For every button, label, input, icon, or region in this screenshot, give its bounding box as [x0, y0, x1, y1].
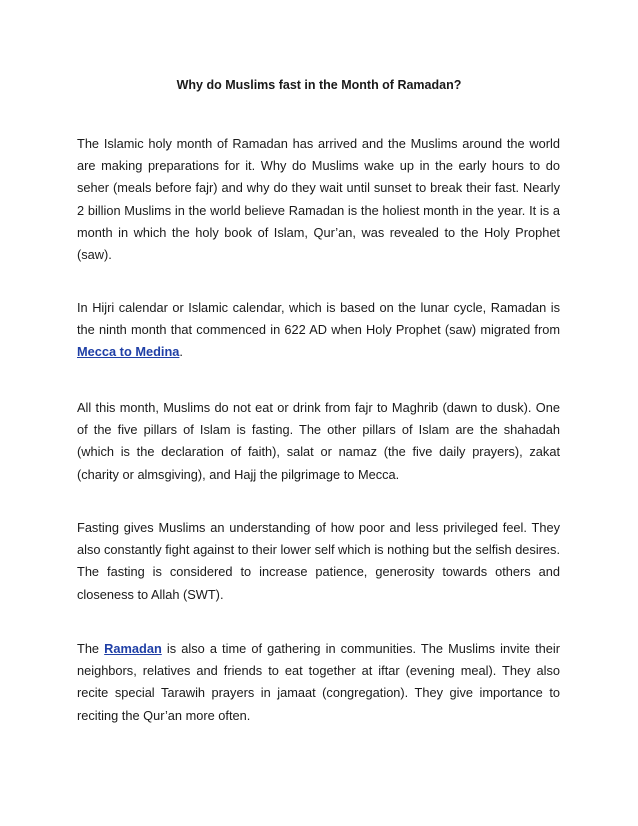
paragraph-text: The — [77, 641, 105, 656]
paragraph-hijri-calendar — [77, 297, 560, 364]
paragraph-text: . — [179, 344, 183, 360]
mecca-to-medina-link[interactable]: Mecca to Medina — [77, 344, 180, 360]
paragraph-fasting-benefits: Fasting gives Muslims an understanding of how poor and less privileged feel. They also constantly fight against to their lower self which is nothing but the selfish desires. The fasting is considered to increase patience, generosity towards others and closeness to Allah (SWT). — [77, 520, 560, 602]
paragraph-community-gathering — [77, 638, 560, 727]
paragraph-text: In Hijri calendar or Islamic calendar, which is based on the lunar cycle, Ramadan is the ninth month that commenced in 622 AD when Holy Prophet (saw) migrated from — [77, 300, 560, 338]
document-title: Why do Muslims fast in the Month of Ramadan? — [176, 78, 462, 92]
ramadan-link[interactable]: Ramadan — [104, 641, 162, 656]
paragraph-pillars-of-islam: All this month, Muslims do not eat or drink from fajr to Maghrib (dawn to dusk). One of the five pillars of Islam is fasting. The other pillars of Islam are the shahadah (which is the declaration of faith), salat or namaz (the five daily prayers), zakat (charity or almsgiving), and Hajj the pilgrimage to Mecca. — [77, 400, 560, 482]
paragraph-text: is also a time of gathering in communities. The Muslims invite their neighbors, relatives and friends to eat together at iftar (evening meal). They also recite special Tarawih prayers in jamaat (congregation). They give importance to reciting the Qur’an more often. — [77, 641, 561, 723]
paragraph-ramadan-intro: The Islamic holy month of Ramadan has arrived and the Muslims around the world are making preparations for it. Why do Muslims wake up in the early hours to do seher (meals before fajr) and why do they wait until sunset to break their fast. Nearly 2 billion Muslims in the world believe Ramadan is the holiest month in the year. It is a month in which the holy book of Islam, Qur’an, was revealed to the Holy Prophet (saw). — [77, 136, 560, 263]
